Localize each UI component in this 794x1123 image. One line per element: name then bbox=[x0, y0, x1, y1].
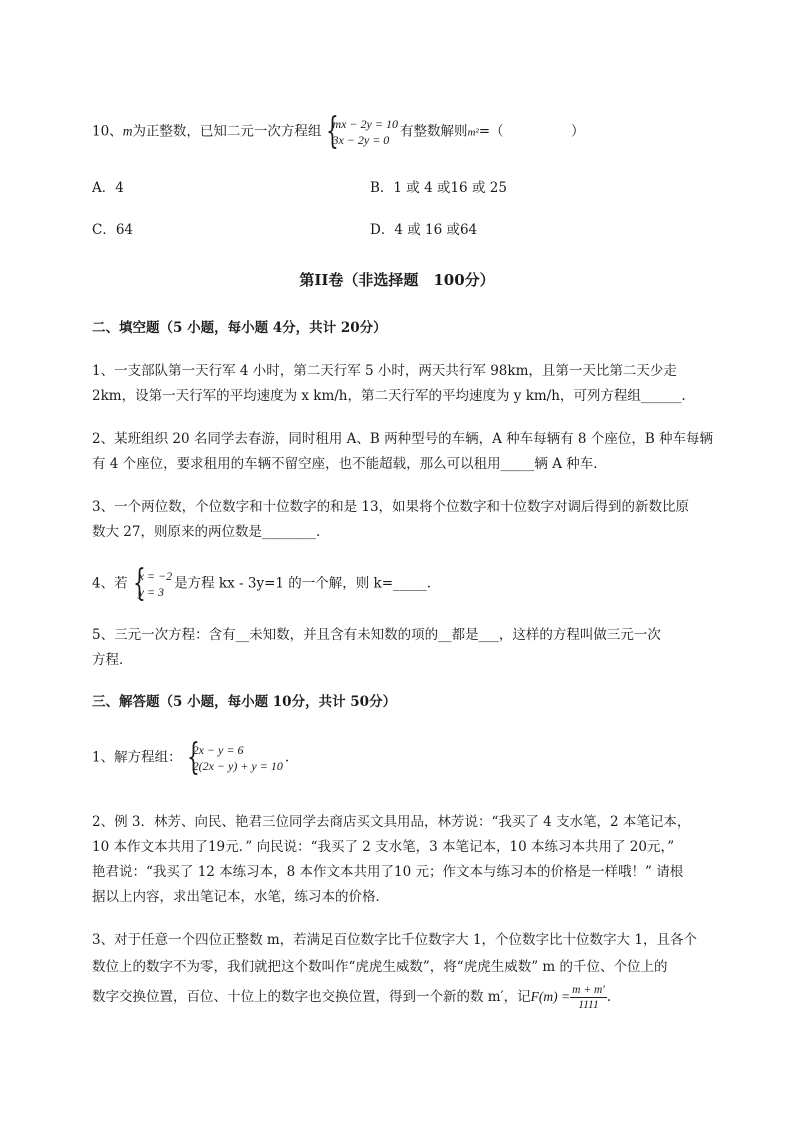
solve-q1-eq2: 2(2x − y) + y = 10 bbox=[192, 759, 283, 773]
fill-q1-line1: 1、一支部队第一天行军 4 小时，第二天行军 5 小时，两天共行军 98km，且第一天比第二天少走 bbox=[92, 363, 677, 379]
q10-var-m: m bbox=[122, 123, 133, 139]
solve-q1-system bbox=[184, 742, 283, 774]
fill-q4-eq2: y = 3 bbox=[138, 585, 165, 599]
option-b: B．1 或 4 或16 或 25 bbox=[370, 180, 507, 196]
fill-q5-line1: 5、三元一次方程：含有__未知数，并且含有未知数的项的__都是___，这样的方程叫做三元一次 bbox=[92, 627, 661, 643]
solve-q2-line3: 艳君说：“我买了 12 本练习本，8 本作文本共用了10 元；作文本与练习本的价格是一样哦！” 请根 bbox=[92, 864, 684, 880]
fill-in-header: 二、填空题（5 小题，每小题 4分，共计 20分） bbox=[92, 320, 387, 336]
solve-q2-line2: 10 本作文本共用了19元．” 向民说：“我买了 2 支水笔，3 本笔记本，10 本练习本共用了 20元，” bbox=[92, 839, 675, 855]
q10-eq1: { mx − 2y = 10 bbox=[332, 117, 398, 131]
q10-text3: =（ ） bbox=[478, 123, 585, 140]
solve-q3-numerator: m + m′ bbox=[572, 984, 605, 996]
solve-q3-end: . bbox=[606, 989, 612, 1005]
solve-q2-line1: 2、例 3．林芳、向民、艳君三位同学去商店买文具用品，林芳说：“我买了 4 支水笔，2 本笔记本， bbox=[92, 814, 691, 830]
fill-q4-prefix: 4、若 bbox=[92, 575, 128, 592]
solve-q3-fraction bbox=[570, 983, 607, 1012]
fill-q4-text: 是方程 kx - 3y=1 的一个解，则 k=_____. bbox=[174, 575, 432, 592]
q10-text1: 为正整数，已知二元一次方程组 bbox=[132, 123, 322, 140]
solve-q1 bbox=[92, 742, 289, 774]
solve-q3-function: F(m) = bbox=[530, 989, 571, 1004]
solve-q1-prefix: 1、解方程组： bbox=[92, 749, 182, 766]
solve-q3-line2: 数位上的数字不为零，我们就把这个数叫作“虎虎生威数”，将“虎虎生威数” m 的千位、个位上的 bbox=[92, 959, 668, 975]
q10-text2: 有整数解则 bbox=[399, 123, 468, 140]
option-d: D．4 或 16 或64 bbox=[370, 222, 478, 238]
q10-prefix: 10、 bbox=[92, 123, 123, 140]
q10-var-m2: m² bbox=[467, 126, 479, 139]
solve-q3-denominator: 1111 bbox=[578, 999, 599, 1011]
fill-q2-line1: 2、某班组织 20 名同学去春游，同时租用 A、B 两种型号的车辆，A 种车每辆有 8 个座位，B 种车每辆 bbox=[92, 431, 714, 447]
question-10 bbox=[92, 116, 585, 148]
fill-q1-line2: 2km，设第一天行军的平均速度为 x km/h，第二天行军的平均速度为 y km/h，可列方程组______. bbox=[92, 388, 686, 404]
solve-q3-line3 bbox=[92, 983, 611, 1012]
option-a: A．4 bbox=[92, 180, 124, 196]
fill-q2-line2: 有 4 个座位，要求租用的车辆不留空座，也不能超载，那么可以租用_____辆 A 种车． bbox=[92, 456, 607, 472]
q10-equation-system bbox=[323, 116, 398, 148]
fill-q4-system bbox=[130, 568, 173, 600]
fill-q3-line2: 数大 27，则原来的两位数是________. bbox=[92, 524, 321, 540]
solve-q2-line4: 据以上内容，求出笔记本，水笔，练习本的价格． bbox=[92, 889, 389, 905]
q10-eq2: 3x − 2y = 0 bbox=[332, 133, 390, 147]
solve-header: 三、解答题（5 小题，每小题 10分，共计 50分） bbox=[92, 694, 397, 710]
fill-q5-line2: 方程． bbox=[92, 652, 133, 668]
option-c: C．64 bbox=[92, 222, 134, 238]
fill-q4 bbox=[92, 568, 431, 600]
solve-q3-line3-text: 数字交换位置，百位、十位上的数字也交换位置，得到一个新的数 m′，记 bbox=[92, 989, 531, 1005]
section-2-title: 第II卷（非选择题 100分） bbox=[299, 271, 495, 289]
solve-q1-eq1: { 2x − y = 6 bbox=[192, 743, 244, 757]
fill-q3-line1: 3、一个两位数，个位数字和十位数字的和是 13，如果将个位数字和十位数字对调后得到的新数比原 bbox=[92, 499, 690, 515]
solve-q3-line1: 3、对于任意一个四位正整数 m，若满足百位数字比千位数字大 1，个位数字比十位数字大 1，且各个 bbox=[92, 932, 697, 948]
fill-q4-eq1: { x = −2 bbox=[138, 569, 173, 583]
solve-q1-suffix: . bbox=[284, 749, 290, 766]
